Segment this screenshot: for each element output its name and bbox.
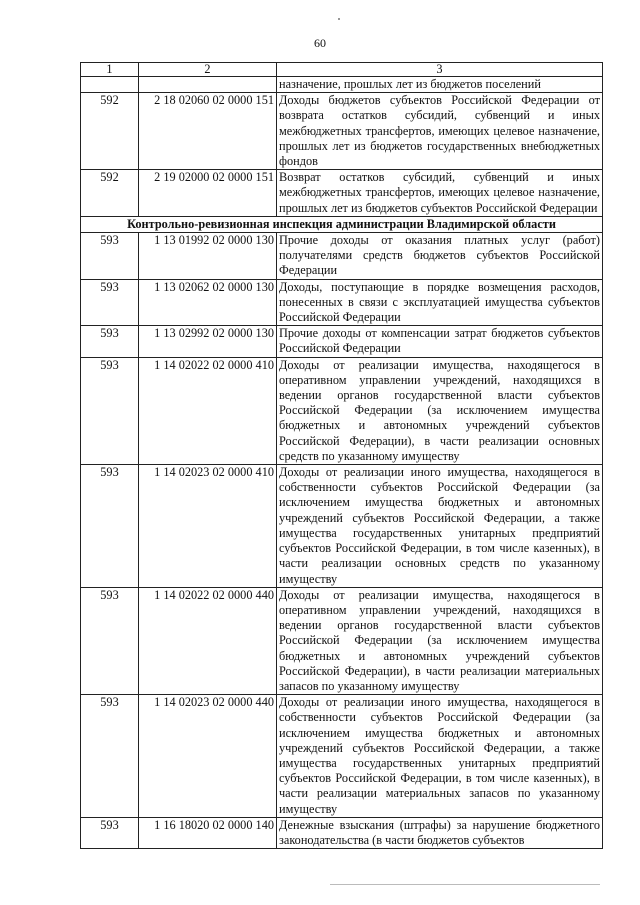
admin-code-cell: 593 (81, 465, 139, 588)
kbk-code-cell: 2 19 02000 02 0000 151 (139, 170, 277, 217)
table-row (81, 279, 603, 326)
budget-classification-table (80, 62, 603, 849)
admin-code-cell: 593 (81, 279, 139, 326)
kbk-code-cell: 1 14 02022 02 0000 410 (139, 357, 277, 464)
admin-code-cell: 593 (81, 326, 139, 357)
table-row (81, 817, 603, 848)
table-row (81, 587, 603, 694)
kbk-code-cell (139, 77, 277, 93)
kbk-code-cell: 1 14 02023 02 0000 440 (139, 695, 277, 818)
table-row (81, 695, 603, 818)
table-row (81, 170, 603, 217)
income-description-cell: Прочие доходы от компенсации затрат бюджетов субъектов Российской Федерации (277, 326, 603, 357)
kbk-code-cell: 1 13 02992 02 0000 130 (139, 326, 277, 357)
table-row (81, 326, 603, 357)
table-row (81, 77, 603, 93)
scan-speck (338, 18, 340, 20)
kbk-code-cell: 2 18 02060 02 0000 151 (139, 93, 277, 170)
income-description-cell: Прочие доходы от оказания платных услуг (работ) получателями средств бюджетов субъектов Российской Федерации (277, 233, 603, 280)
admin-code-cell (81, 77, 139, 93)
kbk-code-cell: 1 16 18020 02 0000 140 (139, 817, 277, 848)
admin-code-cell: 593 (81, 587, 139, 694)
admin-code-cell: 593 (81, 817, 139, 848)
column-header-3: 3 (277, 63, 603, 77)
section-header-row (81, 216, 603, 232)
income-description-cell: Возврат остатков субсидий, субвенций и иных межбюджетных трансфертов, имеющих целевое назначение, прошлых лет из бюджетов субъектов Российской Федерации (277, 170, 603, 217)
table-body (81, 77, 603, 849)
admin-code-cell: 593 (81, 357, 139, 464)
admin-code-cell: 593 (81, 695, 139, 818)
table-row (81, 357, 603, 464)
page-number: 60 (314, 36, 326, 50)
income-description-cell: Доходы бюджетов субъектов Российской Федерации от возврата остатков субсидий, субвенций и иных межбюджетных трансфертов, имеющих целевое назначение, прошлых лет из бюджетов государственных внебюджетных фондов (277, 93, 603, 170)
column-header-2: 2 (139, 63, 277, 77)
table-row (81, 465, 603, 588)
income-description-cell: Доходы, поступающие в порядке возмещения расходов, понесенных в связи с эксплуатацией имущества субъектов Российской Федерации (277, 279, 603, 326)
admin-code-cell: 592 (81, 170, 139, 217)
kbk-code-cell: 1 13 02062 02 0000 130 (139, 279, 277, 326)
table-row (81, 233, 603, 280)
column-header-1: 1 (81, 63, 139, 77)
table-header-row (81, 63, 603, 77)
table-row (81, 93, 603, 170)
kbk-code-cell: 1 13 01992 02 0000 130 (139, 233, 277, 280)
income-description-cell: назначение, прошлых лет из бюджетов поселений (277, 77, 603, 93)
footer-rule (330, 884, 600, 885)
income-description-cell: Доходы от реализации имущества, находящегося в оперативном управлении учреждений, находящихся в ведении органов государственной власти субъектов Российской Федерации (за исключением имущества бюджетных и автономных учреждений субъектов Российской Федерации), в части реализации материальных запасов по указанному имуществу (277, 587, 603, 694)
kbk-code-cell: 1 14 02022 02 0000 440 (139, 587, 277, 694)
kbk-code-cell: 1 14 02023 02 0000 410 (139, 465, 277, 588)
admin-code-cell: 592 (81, 93, 139, 170)
admin-code-cell: 593 (81, 233, 139, 280)
income-description-cell: Доходы от реализации имущества, находящегося в оперативном управлении учреждений, находящихся в ведении органов государственной власти субъектов Российской Федерации (за исключением имущества бюджетных и автономных учреждений субъектов Российской Федерации), в части реализации основных средств по указанному имуществу (277, 357, 603, 464)
income-description-cell: Денежные взыскания (штрафы) за нарушение бюджетного законодательства (в части бюджетов субъектов (277, 817, 603, 848)
section-title: Контрольно-ревизионная инспекция администрации Владимирской области (81, 216, 603, 232)
income-description-cell: Доходы от реализации иного имущества, находящегося в собственности субъектов Российской Федерации (за исключением имущества бюджетных и автономных учреждений субъектов Российской Федерации, а также имущества государственных унитарных предприятий субъектов Российской Федерации, в том числе казенных), в части реализации основных средств по указанному имуществу (277, 465, 603, 588)
income-description-cell: Доходы от реализации иного имущества, находящегося в собственности субъектов Российской Федерации (за исключением имущества бюджетных и автономных учреждений субъектов Российской Федерации, а также имущества государственных унитарных предприятий субъектов Российской Федерации, в том числе казенных), в части реализации материальных запасов по указанному имуществу (277, 695, 603, 818)
